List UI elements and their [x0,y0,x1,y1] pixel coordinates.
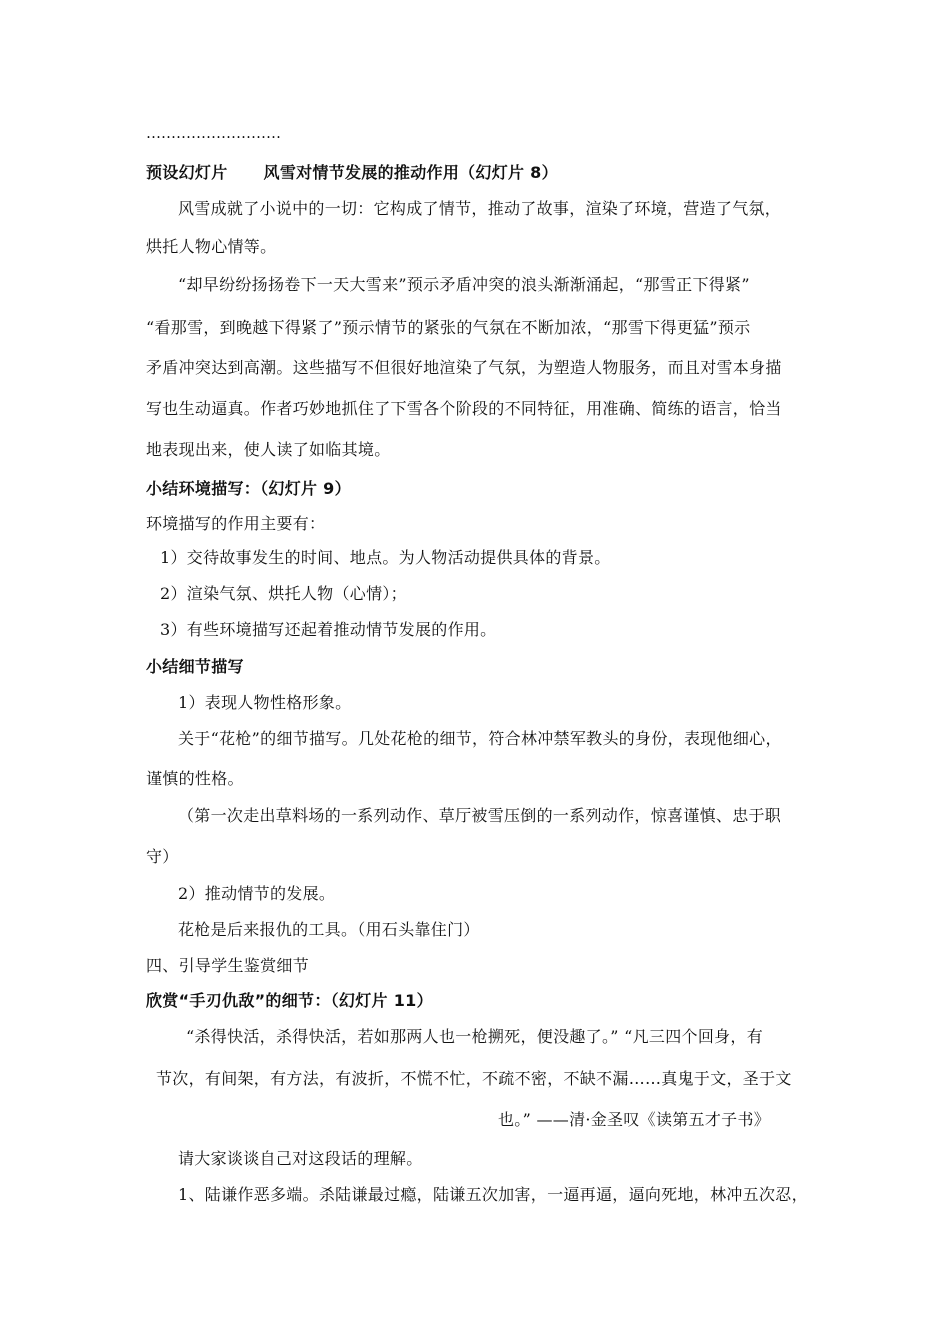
paragraph-line: 关于“花枪”的细节描写。几处花枪的细节，符合林冲禁军教头的身份，表现他细心， [178,729,782,748]
heading-title: 风雪对情节发展的推动作用（幻灯片 8） [263,163,558,182]
heading-label: 预设幻灯片 [146,163,228,182]
quote-line: “杀得快活，杀得快活，若如那两人也一枪搠死，便没趣了。” “凡三四个回身，有 [186,1027,764,1046]
list-item: 1）表现人物性格形象。 [178,693,352,712]
paragraph-line: “却早纷纷扬扬卷下一天大雪来”预示矛盾冲突的浪头渐渐涌起，“那雪正下得紧” [178,275,750,294]
paragraph-line: （第一次走出草料场的一系列动作、草厅被雪压倒的一系列动作，惊喜谨慎、忠于职 [178,806,782,825]
paragraph-line: 请大家谈谈自己对这段话的理解。 [178,1149,423,1168]
paragraph-line: 写也生动逼真。作者巧妙地抓住了下雪各个阶段的不同特征，用准确、简练的语言，恰当 [146,399,782,418]
ellipsis-line: ……………………… [146,124,281,142]
paragraph-line: 烘托人物心情等。 [146,237,277,256]
paragraph-line: 环境描写的作用主要有： [146,514,326,533]
heading-environment-summary: 小结环境描写：（幻灯片 9） [146,479,351,498]
paragraph-line: 风雪成就了小说中的一切：它构成了情节，推动了故事，渲染了环境，营造了气氛， [178,199,782,218]
paragraph-line: 守） [146,847,179,866]
heading-detail-summary: 小结细节描写 [146,657,244,676]
paragraph-line: 花枪是后来报仇的工具。（用石头靠住门） [178,920,480,939]
quote-line: 节次，有间架，有方法，有波折，不慌不忙，不疏不密，不缺不漏……真鬼于文，圣于文 [156,1069,792,1088]
paragraph-line: 矛盾冲突达到高潮。这些描写不但很好地渲染了气氛，为塑造人物服务，而且对雪本身描 [146,358,782,377]
list-item: 3）有些环境描写还起着推动情节发展的作用。 [160,620,497,639]
paragraph-line: 1、陆谦作恶多端。杀陆谦最过瘾，陆谦五次加害，一逼再逼，逼向死地，林冲五次忍， [178,1185,808,1204]
paragraph-line: “看那雪，到晚越下得紧了”预示情节的紧张的气氛在不断加浓，“那雪下得更猛”预示 [146,318,751,337]
quote-attribution: 也。” ——清·金圣叹《读第五才子书》 [498,1110,771,1129]
list-item: 2）渲染气氛、烘托人物（心情）； [160,584,407,603]
heading-appreciate-detail: 欣赏“手刃仇敌”的细节：（幻灯片 11） [146,991,433,1010]
paragraph-line: 地表现出来，使人读了如临其境。 [146,440,391,459]
heading-slide-8 [146,162,558,184]
list-item: 2）推动情节的发展。 [178,884,336,903]
paragraph-line: 谨慎的性格。 [146,769,244,788]
section-heading: 四、引导学生鉴赏细节 [146,956,310,975]
list-item: 1）交待故事发生的时间、地点。为人物活动提供具体的背景。 [160,548,611,567]
